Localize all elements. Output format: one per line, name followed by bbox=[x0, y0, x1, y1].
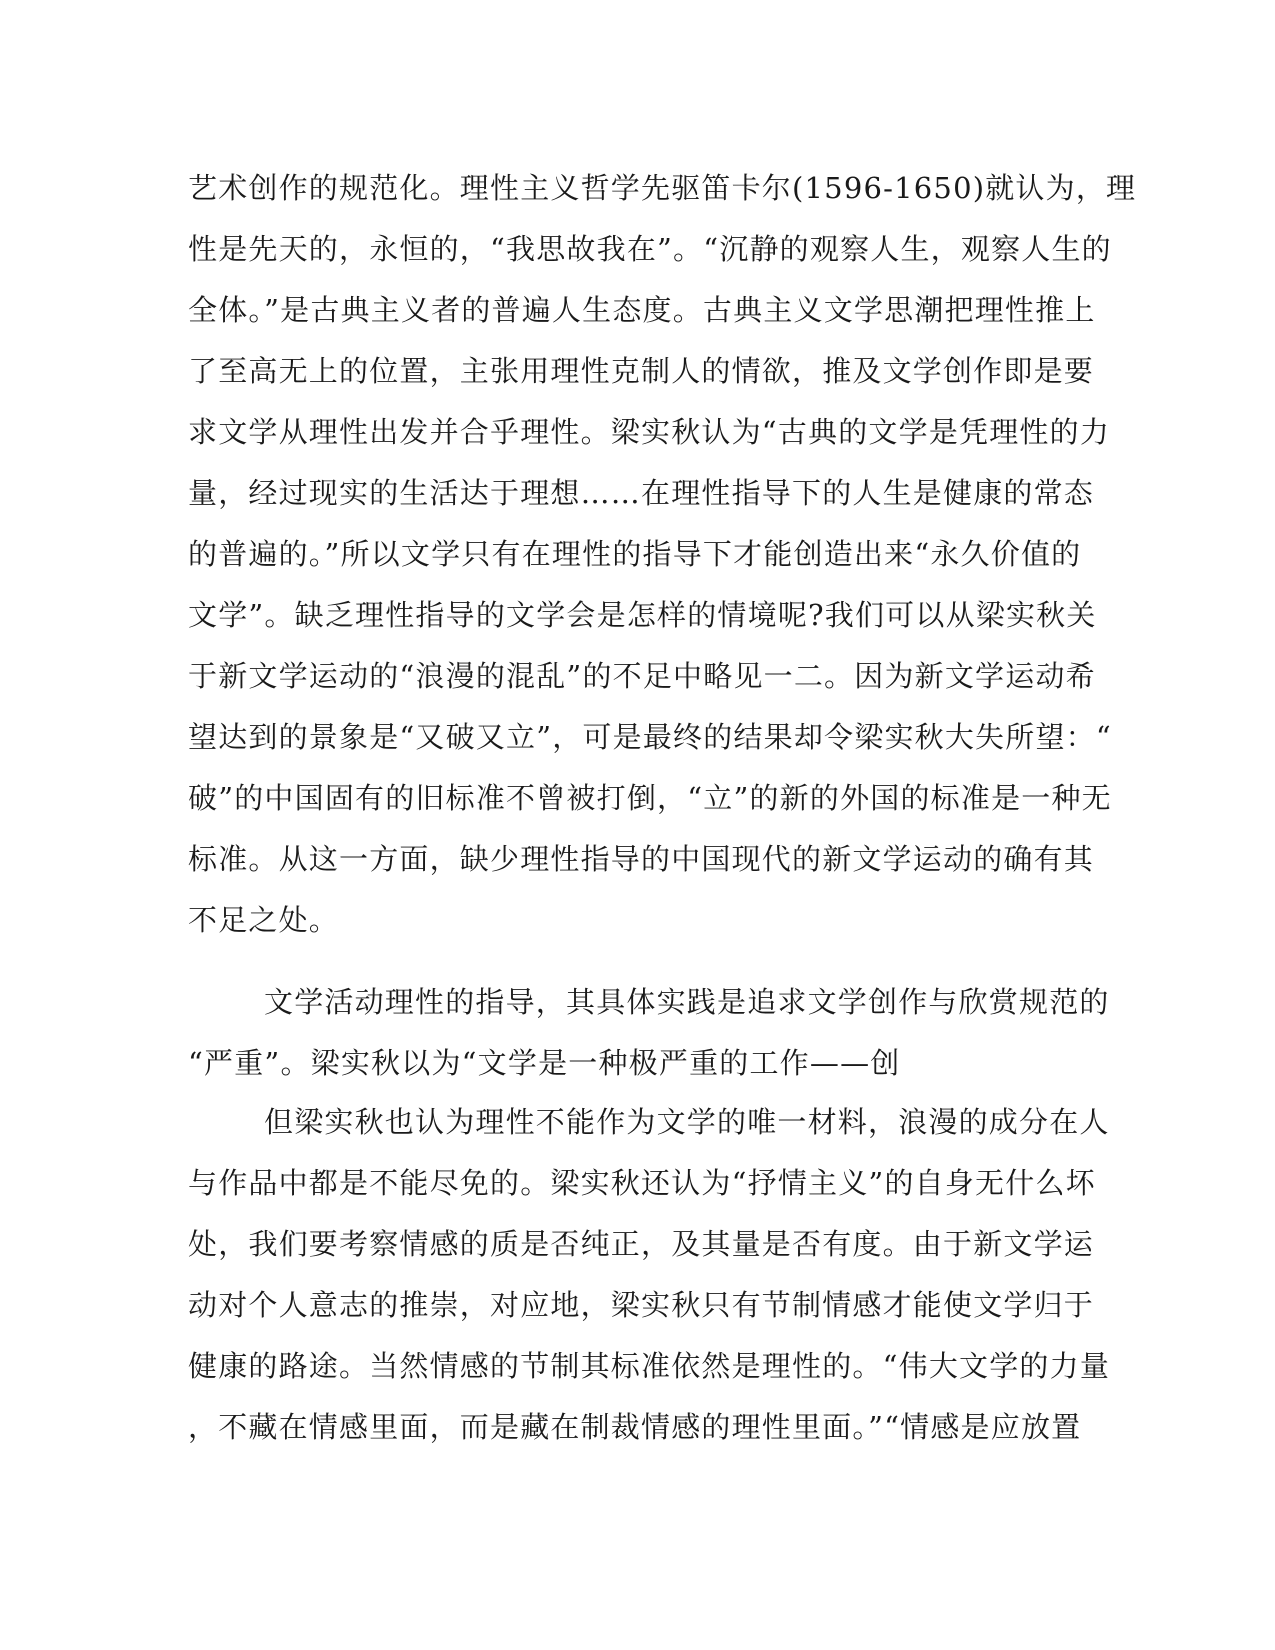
text-line: 望达到的景象是“又破又立”，可是最终的结果却令梁实秋大失所望：“ bbox=[188, 720, 1112, 754]
text-line: 但梁实秋也认为理性不能作为文学的唯一材料，浪漫的成分在人 bbox=[264, 1105, 1110, 1139]
text-line: 全体。”是古典主义者的普遍人生态度。古典主义文学思潮把理性推上 bbox=[188, 293, 1096, 327]
text-line: 标准。从这一方面，缺少理性指导的中国现代的新文学运动的确有其 bbox=[188, 842, 1095, 876]
paragraph-literary-seriousness bbox=[188, 972, 1110, 1094]
text-line: 破”的中国固有的旧标准不曾被打倒，“立”的新的外国的标准是一种无 bbox=[188, 781, 1112, 815]
text-line: 文学”。缺乏理性指导的文学会是怎样的情境呢?我们可以从梁实秋关 bbox=[188, 598, 1097, 632]
text-line: 的普遍的。”所以文学只有在理性的指导下才能创造出来“永久价值的 bbox=[188, 537, 1082, 571]
text-line: 动对个人意志的推崇，对应地，梁实秋只有节制情感才能使文学归于 bbox=[188, 1288, 1095, 1322]
text-line: 求文学从理性出发并合乎理性。梁实秋认为“古典的文学是凭理性的力 bbox=[188, 415, 1111, 449]
text-line: 了至高无上的位置，主张用理性克制人的情欲，推及文学创作即是要 bbox=[188, 354, 1095, 388]
paragraph-classicism-reason bbox=[188, 158, 1137, 951]
paragraph-emotion-restraint bbox=[188, 1092, 1111, 1458]
text-line: 处，我们要考察情感的质是否纯正，及其量是否有度。由于新文学运 bbox=[188, 1227, 1095, 1261]
text-line: 艺术创作的规范化。理性主义哲学先驱笛卡尔(1596-1650)就认为，理 bbox=[188, 171, 1137, 205]
text-line: “严重”。梁实秋以为“文学是一种极严重的工作——创 bbox=[188, 1046, 901, 1080]
text-line: 于新文学运动的“浪漫的混乱”的不足中略见一二。因为新文学运动希 bbox=[188, 659, 1096, 693]
text-line: 文学活动理性的指导，其具体实践是追求文学创作与欣赏规范的 bbox=[264, 985, 1110, 1019]
text-line: 量，经过现实的生活达于理想……在理性指导下的人生是健康的常态 bbox=[188, 476, 1095, 510]
text-line: 性是先天的，永恒的，“我思故我在”。“沉静的观察人生，观察人生的 bbox=[188, 232, 1112, 266]
text-line: 与作品中都是不能尽免的。梁实秋还认为“抒情主义”的自身无什么坏 bbox=[188, 1166, 1096, 1200]
text-line: 健康的路途。当然情感的节制其标准依然是理性的。“伟大文学的力量 bbox=[188, 1349, 1111, 1383]
text-line: ，不藏在情感里面，而是藏在制裁情感的理性里面。”“情感是应放置 bbox=[188, 1410, 1082, 1444]
text-line: 不足之处。 bbox=[188, 903, 340, 937]
